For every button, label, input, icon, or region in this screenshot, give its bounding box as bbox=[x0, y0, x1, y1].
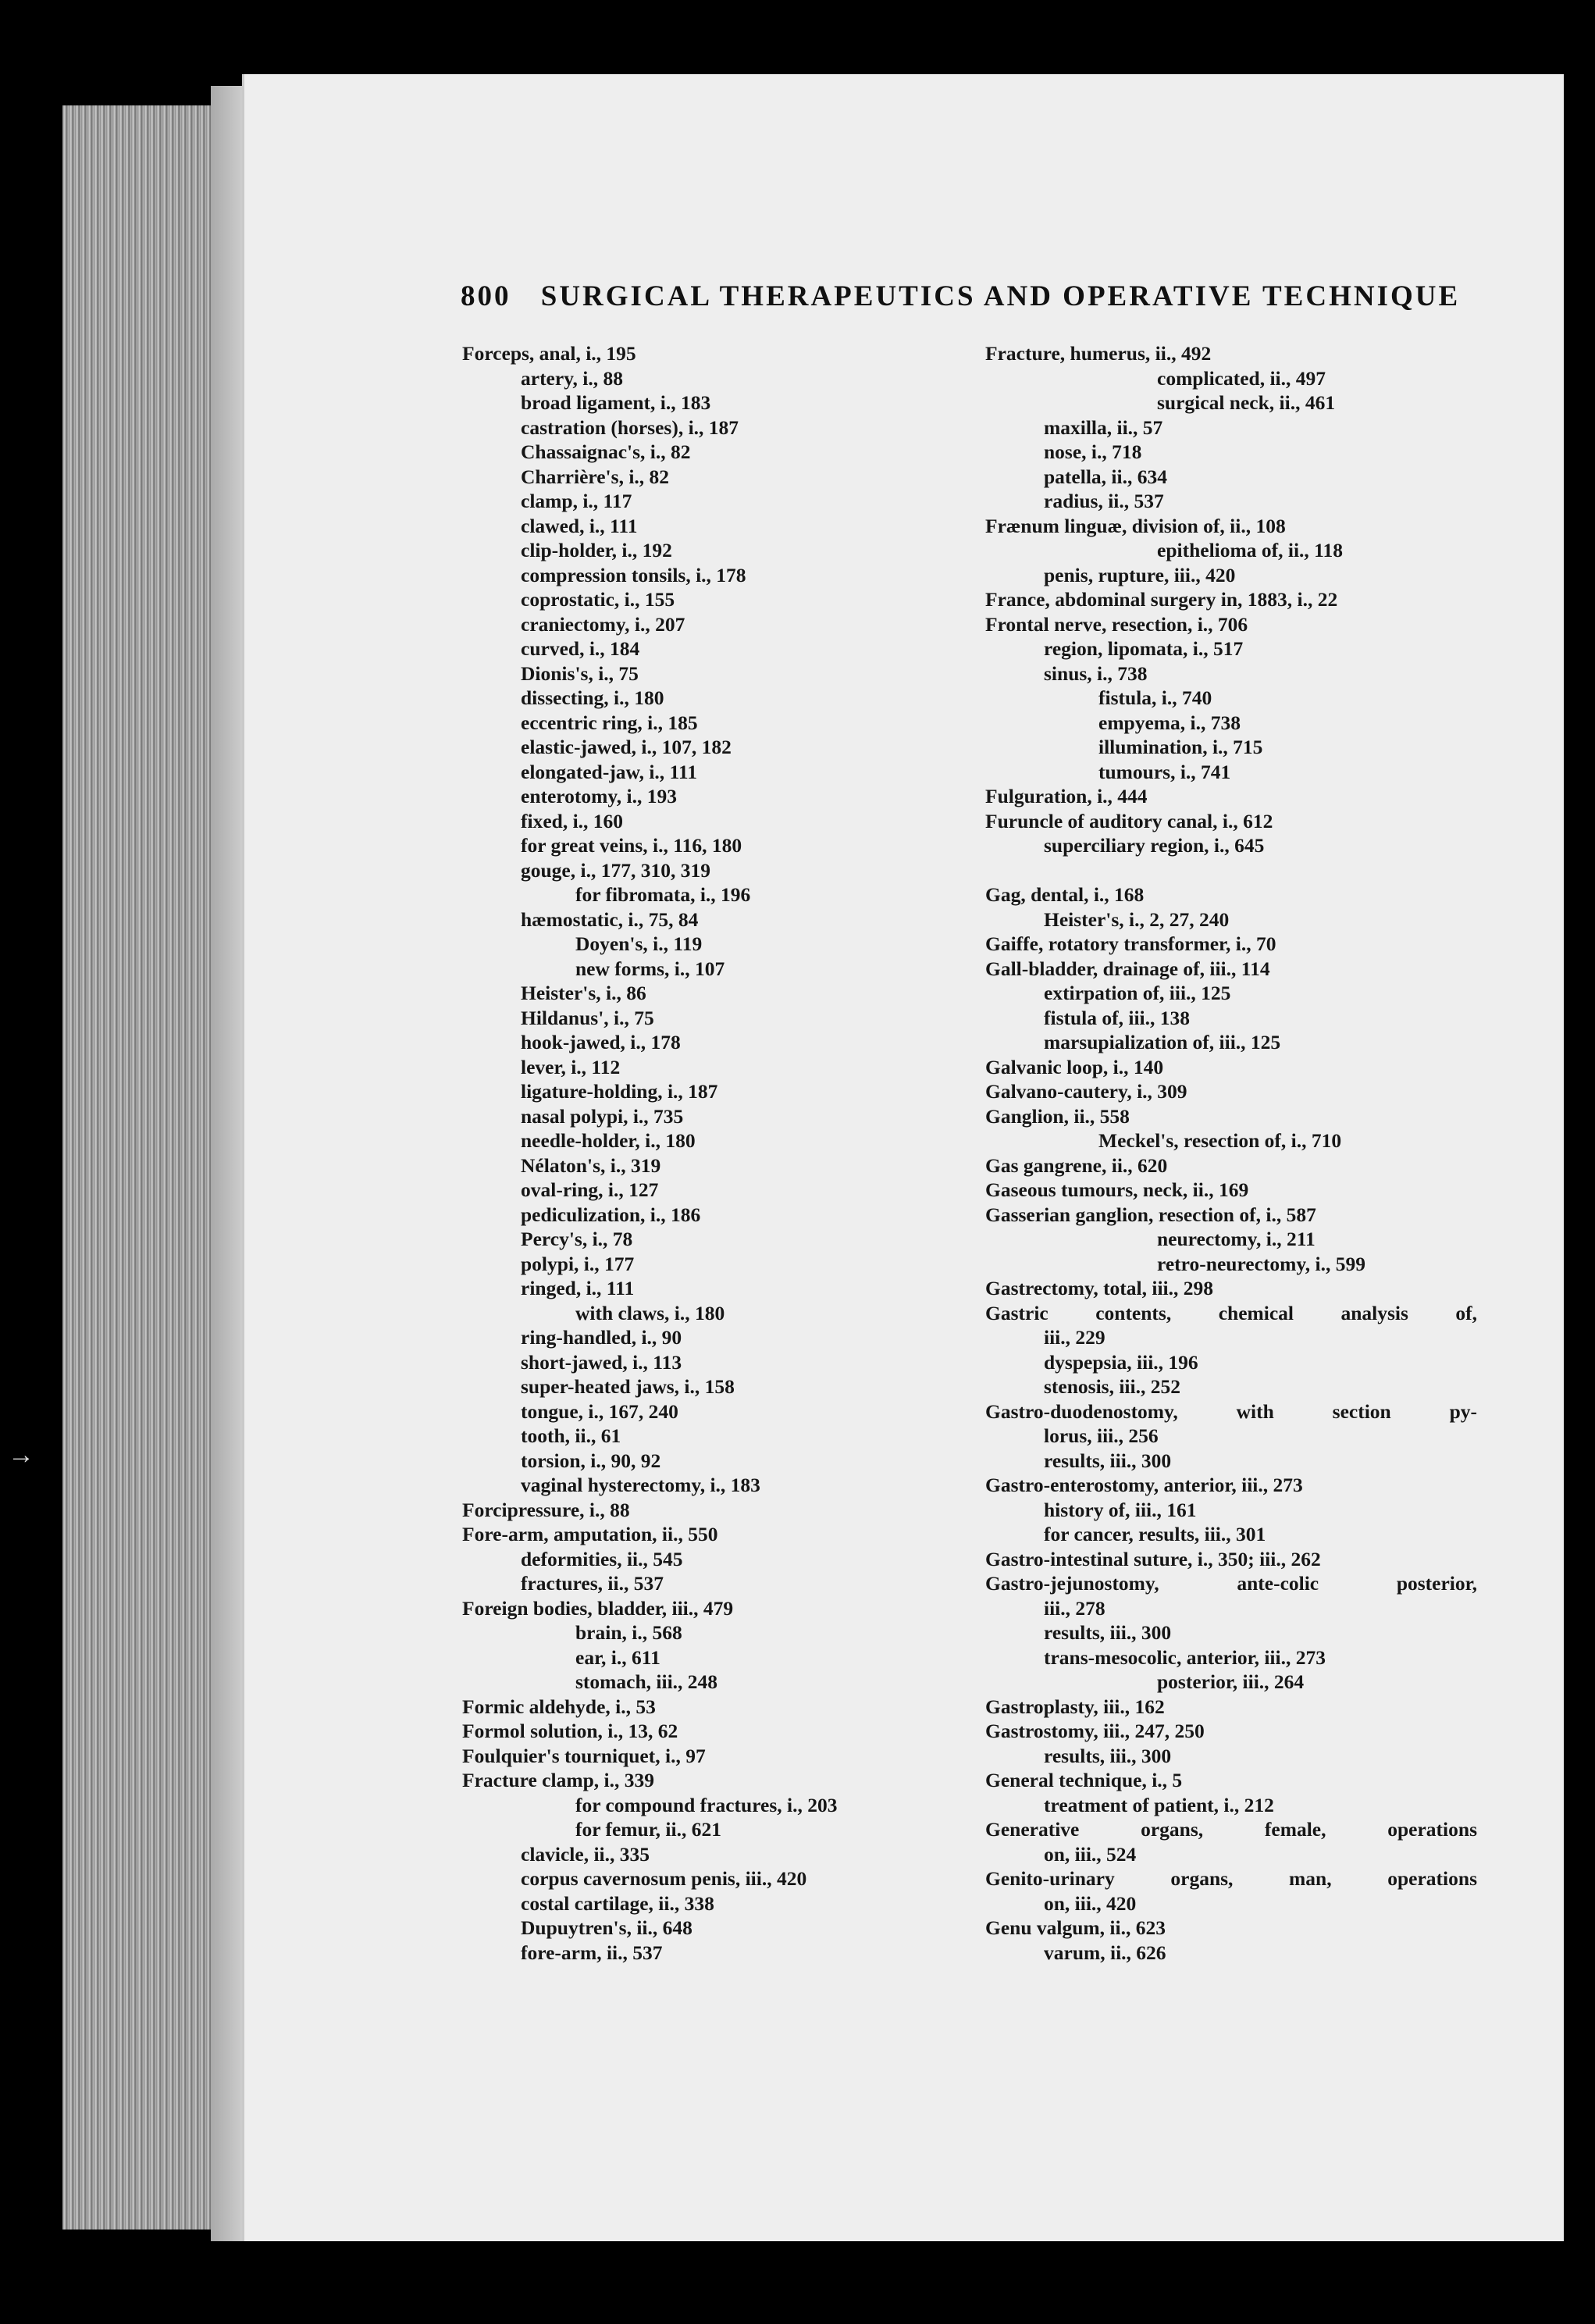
index-subentry: dyspepsia, iii., 196 bbox=[1044, 1350, 1198, 1374]
index-subentry: patella, ii., 634 bbox=[1044, 465, 1167, 488]
index-subentry: results, iii., 300 bbox=[1044, 1449, 1172, 1472]
index-subentry: castration (horses), i., 187 bbox=[521, 415, 739, 439]
index-subentry: radius, ii., 537 bbox=[1044, 490, 1164, 512]
index-subentry: brain, i., 568 bbox=[575, 1621, 682, 1644]
index-subentry: deformities, ii., 545 bbox=[521, 1547, 683, 1570]
index-subentry: corpus cavernosum penis, iii., 420 bbox=[521, 1867, 807, 1890]
index-entry-main: Furuncle of auditory canal, i., 612 bbox=[985, 809, 1273, 832]
index-subentry: nose, i., 718 bbox=[1044, 440, 1142, 463]
index-subentry: costal cartilage, ii., 338 bbox=[521, 1891, 714, 1915]
index-subentry: clamp, i., 117 bbox=[521, 490, 632, 512]
index-subentry: fistula of, iii., 138 bbox=[1044, 1006, 1191, 1029]
index-subentry: eccentric ring, i., 185 bbox=[521, 711, 698, 734]
index-subentry: lever, i., 112 bbox=[521, 1055, 621, 1078]
index-subentry: iii., 278 bbox=[1044, 1596, 1105, 1620]
index-entry-main: Frontal nerve, resection, i., 706 bbox=[985, 612, 1248, 636]
index-subentry: clavicle, ii., 335 bbox=[521, 1842, 650, 1866]
index-subentry: epithelioma of, ii., 118 bbox=[1157, 539, 1343, 561]
index-subentry: for compound fractures, i., 203 bbox=[575, 1793, 838, 1816]
index-subentry: superciliary region, i., 645 bbox=[1044, 834, 1265, 857]
index-subentry: Doyen's, i., 119 bbox=[575, 932, 703, 955]
index-subentry: ligature-holding, i., 187 bbox=[521, 1080, 718, 1103]
index-entry-main: Gastro-duodenostomy, with section py- bbox=[985, 1399, 1477, 1423]
index-subentry: craniectomy, i., 207 bbox=[521, 612, 685, 636]
index-entry-main: Gastro-jejunostomy, ante-colic posterior, bbox=[985, 1572, 1477, 1595]
index-subentry: enterotomy, i., 193 bbox=[521, 785, 677, 807]
index-subentry: oval-ring, i., 127 bbox=[521, 1178, 659, 1201]
index-entry-main: Gastro-enterostomy, anterior, iii., 273 bbox=[985, 1474, 1303, 1496]
index-subentry: pediculization, i., 186 bbox=[521, 1203, 701, 1226]
index-entry-main: Galvano-cautery, i., 309 bbox=[985, 1080, 1187, 1103]
index-entry-main: Gastro-intestinal suture, i., 350; iii., 262 bbox=[985, 1547, 1321, 1570]
index-subentry: short-jawed, i., 113 bbox=[521, 1350, 682, 1374]
index-subentry: for femur, ii., 621 bbox=[575, 1818, 721, 1841]
index-subentry: Charrière's, i., 82 bbox=[521, 465, 670, 488]
index-entry-main: Gastroplasty, iii., 162 bbox=[985, 1695, 1165, 1718]
index-subentry: varum, ii., 626 bbox=[1044, 1941, 1166, 1964]
index-subentry: results, iii., 300 bbox=[1044, 1621, 1172, 1644]
index-subentry: results, iii., 300 bbox=[1044, 1744, 1172, 1767]
margin-arrow-mark: → bbox=[8, 1441, 34, 1470]
index-entry-main: Foulquier's tourniquet, i., 97 bbox=[462, 1744, 706, 1767]
index-subentry: Percy's, i., 78 bbox=[521, 1228, 633, 1250]
index-entry-main: Gall-bladder, drainage of, iii., 114 bbox=[985, 957, 1270, 980]
index-entry-main: Genito-urinary organs, man, operations bbox=[985, 1867, 1477, 1890]
page-number: 800 bbox=[461, 280, 511, 312]
index-subentry: retro-neurectomy, i., 599 bbox=[1157, 1252, 1365, 1275]
index-subentry: clip-holder, i., 192 bbox=[521, 539, 672, 561]
index-entry-main: Gag, dental, i., 168 bbox=[985, 883, 1145, 906]
index-subentry: fore-arm, ii., 537 bbox=[521, 1941, 663, 1964]
index-entry-main: Forcipressure, i., 88 bbox=[462, 1498, 630, 1521]
index-entry-main: Fracture, humerus, ii., 492 bbox=[985, 342, 1212, 365]
index-entry-main: Ganglion, ii., 558 bbox=[985, 1104, 1130, 1128]
index-subentry: fractures, ii., 537 bbox=[521, 1572, 664, 1595]
index-subentry: surgical neck, ii., 461 bbox=[1157, 391, 1336, 414]
index-subentry: for great veins, i., 116, 180 bbox=[521, 834, 742, 857]
index-subentry: illumination, i., 715 bbox=[1098, 736, 1263, 758]
index-subentry: on, iii., 420 bbox=[1044, 1891, 1137, 1915]
index-subentry: marsupialization of, iii., 125 bbox=[1044, 1031, 1281, 1053]
index-subentry: lorus, iii., 256 bbox=[1044, 1424, 1159, 1447]
index-subentry: torsion, i., 90, 92 bbox=[521, 1449, 661, 1472]
index-subentry: on, iii., 524 bbox=[1044, 1842, 1137, 1866]
index-subentry: tooth, ii., 61 bbox=[521, 1424, 621, 1447]
index-subentry: vaginal hysterectomy, i., 183 bbox=[521, 1474, 760, 1496]
index-entry-main: Gastric contents, chemical analysis of, bbox=[985, 1301, 1477, 1324]
index-subentry: history of, iii., 161 bbox=[1044, 1498, 1197, 1521]
index-entry-main: General technique, i., 5 bbox=[985, 1769, 1183, 1791]
index-entry-main: Gaiffe, rotatory transformer, i., 70 bbox=[985, 932, 1276, 955]
index-entry-main: Gaseous tumours, neck, ii., 169 bbox=[985, 1178, 1249, 1201]
index-entry-main: Galvanic loop, i., 140 bbox=[985, 1055, 1164, 1078]
index-subentry: compression tonsils, i., 178 bbox=[521, 563, 746, 586]
index-subentry: ringed, i., 111 bbox=[521, 1277, 635, 1299]
index-subentry: new forms, i., 107 bbox=[575, 957, 725, 980]
index-subentry: Hildanus', i., 75 bbox=[521, 1006, 654, 1029]
index-subentry: broad ligament, i., 183 bbox=[521, 391, 711, 414]
index-subentry: dissecting, i., 180 bbox=[521, 686, 664, 709]
index-subentry: ear, i., 611 bbox=[575, 1645, 660, 1669]
index-subentry: Meckel's, resection of, i., 710 bbox=[1098, 1129, 1342, 1152]
index-subentry: elastic-jawed, i., 107, 182 bbox=[521, 736, 732, 758]
index-entry-main: Gastrostomy, iii., 247, 250 bbox=[985, 1720, 1205, 1742]
index-subentry: sinus, i., 738 bbox=[1044, 661, 1148, 685]
index-subentry: iii., 229 bbox=[1044, 1326, 1105, 1349]
index-entry-main: Formol solution, i., 13, 62 bbox=[462, 1720, 678, 1742]
index-subentry: maxilla, ii., 57 bbox=[1044, 415, 1163, 439]
index-subentry: super-heated jaws, i., 158 bbox=[521, 1375, 735, 1398]
index-subentry: posterior, iii., 264 bbox=[1157, 1670, 1305, 1693]
index-entry-main: Fracture clamp, i., 339 bbox=[462, 1769, 654, 1791]
index-column-right bbox=[985, 341, 1493, 1965]
index-subentry: extirpation of, iii., 125 bbox=[1044, 982, 1231, 1004]
running-title: SURGICAL THERAPEUTICS AND OPERATIVE TECHNIQUE bbox=[540, 280, 1461, 312]
index-subentry: tongue, i., 167, 240 bbox=[521, 1399, 678, 1423]
index-subentry: region, lipomata, i., 517 bbox=[1044, 637, 1244, 660]
index-subentry: elongated-jaw, i., 111 bbox=[521, 760, 697, 783]
index-subentry: Heister's, i., 86 bbox=[521, 982, 646, 1004]
index-section-gap bbox=[985, 858, 1493, 883]
index-entry-main: Generative organs, female, operations bbox=[985, 1818, 1477, 1841]
index-subentry: needle-holder, i., 180 bbox=[521, 1129, 696, 1152]
index-subentry: hæmostatic, i., 75, 84 bbox=[521, 907, 699, 931]
index-subentry: Heister's, i., 2, 27, 240 bbox=[1044, 907, 1230, 931]
running-header bbox=[461, 280, 1461, 313]
index-subentry: penis, rupture, iii., 420 bbox=[1044, 563, 1236, 586]
index-subentry: clawed, i., 111 bbox=[521, 514, 638, 537]
index-entry-main: Fore-arm, amputation, ii., 550 bbox=[462, 1523, 718, 1545]
index-subentry: for fibromata, i., 196 bbox=[575, 883, 751, 906]
index-subentry: nasal polypi, i., 735 bbox=[521, 1104, 684, 1128]
index-subentry: stomach, iii., 248 bbox=[575, 1670, 718, 1693]
index-subentry: ring-handled, i., 90 bbox=[521, 1326, 682, 1349]
index-subentry: for cancer, results, iii., 301 bbox=[1044, 1523, 1266, 1545]
index-subentry: artery, i., 88 bbox=[521, 366, 623, 390]
index-subentry: trans-mesocolic, anterior, iii., 273 bbox=[1044, 1645, 1326, 1669]
index-entry-main: France, abdominal surgery in, 1883, i., 22 bbox=[985, 588, 1338, 611]
index-subentry: hook-jawed, i., 178 bbox=[521, 1031, 681, 1053]
index-subentry: fistula, i., 740 bbox=[1098, 686, 1212, 709]
index-subentry: neurectomy, i., 211 bbox=[1157, 1228, 1316, 1250]
index-entry-main: Formic aldehyde, i., 53 bbox=[462, 1695, 656, 1718]
index-entry-main: Gasserian ganglion, resection of, i., 587 bbox=[985, 1203, 1316, 1226]
index-entry-main: Genu valgum, ii., 623 bbox=[985, 1916, 1166, 1939]
index-subentry: fixed, i., 160 bbox=[521, 809, 624, 832]
index-subentry: Dionis's, i., 75 bbox=[521, 661, 639, 685]
index-subentry: Dupuytren's, ii., 648 bbox=[521, 1916, 692, 1939]
index-subentry: stenosis, iii., 252 bbox=[1044, 1375, 1180, 1398]
index-subentry: complicated, ii., 497 bbox=[1157, 366, 1326, 390]
index-column-left bbox=[462, 341, 970, 1965]
index-subentry: polypi, i., 177 bbox=[521, 1252, 635, 1275]
index-subentry: tumours, i., 741 bbox=[1098, 760, 1231, 783]
index-subentry: coprostatic, i., 155 bbox=[521, 588, 675, 611]
index-subentry: empyema, i., 738 bbox=[1098, 711, 1241, 734]
index-subentry: curved, i., 184 bbox=[521, 637, 640, 660]
index-entry-main: Forceps, anal, i., 195 bbox=[462, 342, 636, 365]
index-entry-main: Gas gangrene, ii., 620 bbox=[985, 1153, 1168, 1177]
index-entry-main: Gastrectomy, total, iii., 298 bbox=[985, 1277, 1214, 1299]
index-subentry: treatment of patient, i., 212 bbox=[1044, 1793, 1274, 1816]
index-subentry: Nélaton's, i., 319 bbox=[521, 1153, 661, 1177]
index-subentry: with claws, i., 180 bbox=[575, 1301, 725, 1324]
index-subentry: gouge, i., 177, 310, 319 bbox=[521, 858, 710, 882]
index-entry-main: Fulguration, i., 444 bbox=[985, 785, 1148, 807]
index-subentry: Chassaignac's, i., 82 bbox=[521, 440, 691, 463]
index-entry-main: Foreign bodies, bladder, iii., 479 bbox=[462, 1596, 734, 1620]
index-entry-main: Frænum linguæ, division of, ii., 108 bbox=[985, 514, 1286, 537]
